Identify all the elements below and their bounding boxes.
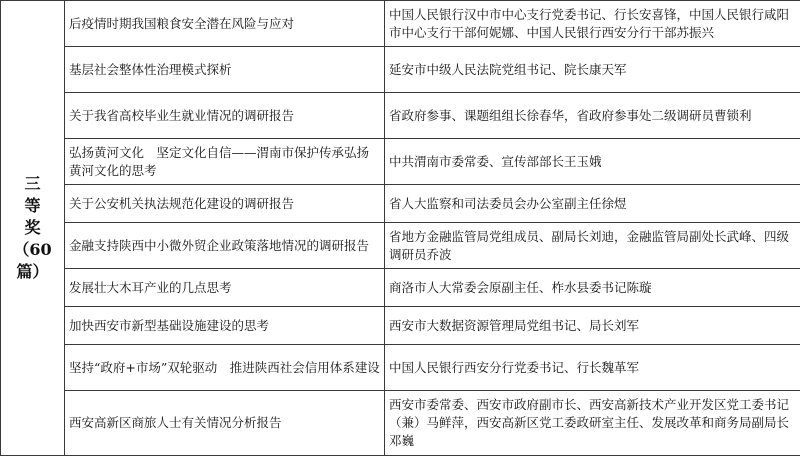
paper-title-cell: 坚持“政府+市场”双轮驱动 推进陕西社会信用体系建设 xyxy=(65,345,385,391)
table-row xyxy=(1,47,800,93)
author-info-cell: 中国人民银行汉中市中心支行党委书记、行长安喜锋，中国人民银行咸阳市中心支行干部何妮娜、中国人民银行西安分行干部苏振兴 xyxy=(385,1,800,47)
author-info-cell: 西安市委常委、西安市政府副市长、西安高新技术产业开发区党工委书记（兼）马鲜萍，西安高新区党工委政研室主任、发展改革和商务局副局长邓巍 xyxy=(385,391,800,456)
table-row xyxy=(1,345,800,391)
award-level-char: 奖 xyxy=(1,217,64,239)
author-info-cell: 省地方金融监管局党组成员、副局长刘迪，金融监管局副处长武峰、四级调研员乔波 xyxy=(385,223,800,269)
paper-title-cell: 关于公安机关执法规范化建设的调研报告 xyxy=(65,185,385,223)
author-info-cell: 延安市中级人民法院党组书记、院长康天军 xyxy=(385,47,800,93)
award-level-char: 三 xyxy=(1,173,64,195)
author-info-cell: 中共渭南市委常委、宣传部部长王玉娥 xyxy=(385,139,800,185)
author-info-cell: 商洛市人大常委会原副主任、柞水县委书记陈璇 xyxy=(385,269,800,307)
award-list-body xyxy=(1,1,800,456)
author-info-cell: 西安市大数据资源管理局党组书记、局长刘军 xyxy=(385,307,800,345)
paper-title-cell: 基层社会整体性治理模式探析 xyxy=(65,47,385,93)
table-row xyxy=(1,93,800,139)
paper-title-cell: 弘扬黄河文化 坚定文化自信——渭南市保护传承弘扬黄河文化的思考 xyxy=(65,139,385,185)
paper-title-cell: 后疫情时期我国粮食安全潜在风险与应对 xyxy=(65,1,385,47)
paper-title-cell: 西安高新区商旅人士有关情况分析报告 xyxy=(65,391,385,456)
paper-title-cell: 金融支持陕西中小微外贸企业政策落地情况的调研报告 xyxy=(65,223,385,269)
table-row xyxy=(1,307,800,345)
table-row xyxy=(1,223,800,269)
paper-title-cell: 关于我省高校毕业生就业情况的调研报告 xyxy=(65,93,385,139)
author-info-cell: 省政府参事、课题组组长徐春华，省政府参事处二级调研员曹锁利 xyxy=(385,93,800,139)
table-row xyxy=(1,269,800,307)
award-level-cell xyxy=(1,1,65,456)
table-row xyxy=(1,185,800,223)
table-row xyxy=(1,1,800,47)
table-row xyxy=(1,391,800,456)
paper-title-cell: 加快西安市新型基础设施建设的思考 xyxy=(65,307,385,345)
table-row xyxy=(1,139,800,185)
paper-title-cell: 发展壮大木耳产业的几点思考 xyxy=(65,269,385,307)
author-info-cell: 中国人民银行西安分行党委书记、行长魏革军 xyxy=(385,345,800,391)
award-count: （60 篇） xyxy=(1,239,64,283)
award-level-char: 等 xyxy=(1,195,64,217)
author-info-cell: 省人大监察和司法委员会办公室副主任徐煜 xyxy=(385,185,800,223)
